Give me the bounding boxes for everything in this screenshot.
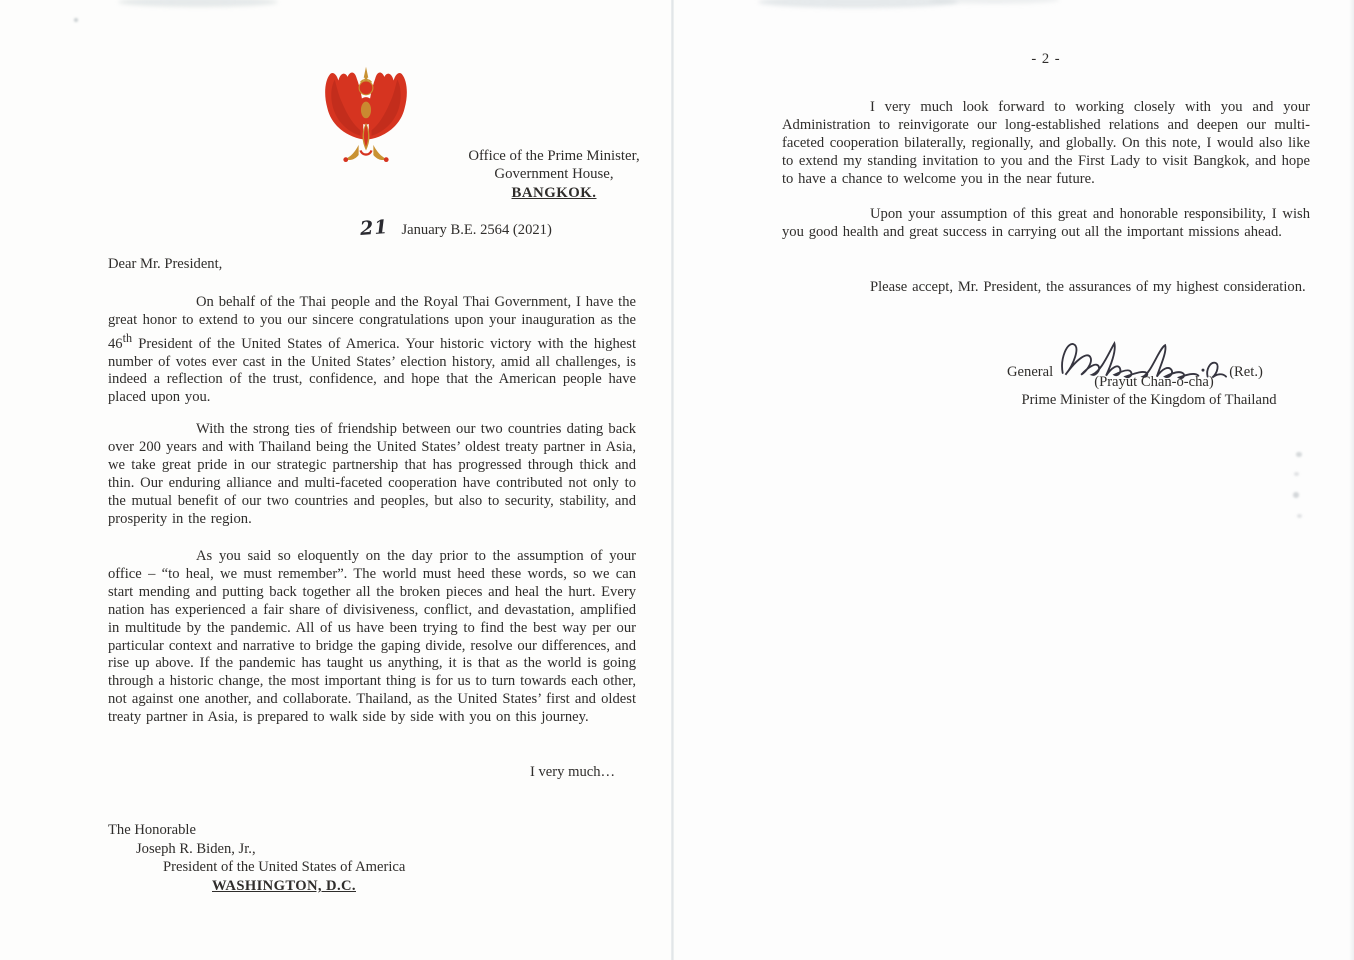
ordinal-superscript: th — [122, 330, 133, 345]
scan-speck — [1294, 472, 1299, 476]
addressee-name: Joseph R. Biden, Jr., — [136, 840, 256, 857]
signature-rank: General — [1007, 364, 1054, 380]
paragraph-4: I very much look forward to working closely with you and your Administration to reinvigorate our long-established relations and deepen our multi-faceted cooperation bilaterally, regionally, and globally. On this note, I would also like to extend my standing invitation to you and the First Lady to visit Bangkok, and hope to have a chance to welcome you in the near future. — [782, 99, 1310, 187]
scan-edge-shadow — [1349, 0, 1354, 960]
letter-page-2 — [677, 0, 1354, 960]
paragraph-2: With the strong ties of friendship between our two countries dating back over 200 years and with Thailand being the United States’ oldest treaty partner in Asia, we take great pride in our strategic partnership that has progressed through thick and thin. Our enduring alliance and multi-faceted cooperation have contributed not only to the mutual benefit of our two countries and peoples, but also to security, stability, and prosperity in the region. — [108, 421, 636, 527]
scan-speck — [1293, 492, 1299, 498]
signature-retired-label: (Ret.) — [1229, 364, 1263, 380]
scan-speck — [74, 18, 78, 22]
letter-page-1 — [0, 0, 672, 960]
paragraph-3: As you said so eloquently on the day prior to the assumption of your office – “to heal, we must remember”. The world must heed these words, so we can start mending and putting back together all the broken pieces and heal the hurt. Every nation has experienced a fair share of divisiveness, conflict, and devastation, amplified in multitude by the pandemic. All of us have been trying to find the best way per our particular context and narrative to bridge the gaping divide, resolve our differences, and rise up above. If the pandemic has taught us anything, it is that as the world is going through a historic change, the most important thing is for us to turn towards each other, not against one another, and collaborate. Thailand, as the United States’ first and oldest treaty partner in Asia, is prepared to walk side by side with you on this journey. — [108, 548, 636, 726]
paragraph-1 — [108, 294, 636, 407]
page-divider — [671, 0, 674, 960]
letterhead — [434, 147, 674, 202]
page-number: - 2 - — [1031, 51, 1061, 67]
letterhead-office-line: Office of the Prime Minister, — [468, 148, 640, 164]
signatory-name: (Prayut Chan-o-cha) — [1094, 374, 1214, 390]
paragraph-1-text-cont: President of the United States of America. Your historic victory with the highest number of votes ever cast in the United States’ election history, amid all challenges, is indeed a reflection of the trust, confidence, and hope that the American people have placed upon you. — [108, 335, 636, 406]
date-text: January B.E. 2564 (2021) — [401, 222, 552, 238]
signatory-title: Prime Minister of the Kingdom of Thailand — [1021, 392, 1277, 408]
salutation: Dear Mr. President, — [108, 256, 223, 272]
paragraph-5: Upon your assumption of this great and honorable responsibility, I wish you good health and great success in carrying out all the important missions ahead. — [782, 206, 1310, 240]
addressee-block — [108, 821, 405, 895]
date-line — [360, 217, 552, 239]
letterhead-city-line: BANGKOK. — [511, 184, 597, 201]
catchword-continuation: I very much… — [530, 764, 616, 780]
paragraph-1-text: On behalf of the Thai people and the Royal Thai Government, I have the great honor to extend to you our sincere congratulations upon your inauguration as the 46 — [108, 294, 636, 352]
addressee-title: President of the United States of America — [163, 859, 406, 876]
paragraph-6: Please accept, Mr. President, the assurances of my highest consideration. — [870, 279, 1306, 295]
addressee-honorific: The Honorable — [108, 822, 196, 838]
addressee-city: WASHINGTON, D.C. — [212, 877, 356, 894]
handwritten-day: 21 — [359, 216, 390, 240]
scan-speck — [1297, 514, 1302, 518]
garuda-emblem-icon — [320, 64, 412, 178]
letterhead-house-line: Government House, — [494, 166, 614, 183]
scan-speck — [1296, 452, 1302, 457]
